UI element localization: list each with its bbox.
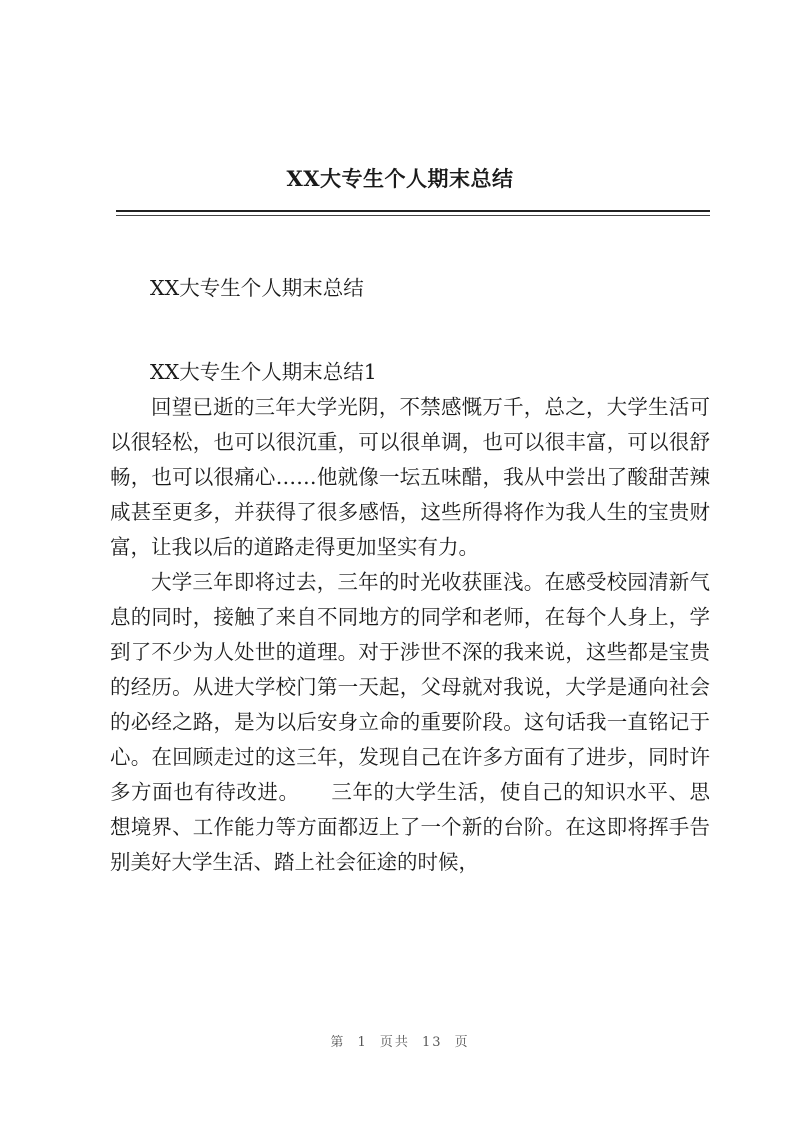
document-title: XX大专生个人期末总结 xyxy=(150,276,364,300)
section-title: XX大专生个人期末总结1 xyxy=(150,360,377,384)
page-header-title: XX大专生个人期末总结 xyxy=(286,166,514,191)
paragraph-2: 大学三年即将过去，三年的时光收获匪浅。在感受校园清新气息的同时，接触了来自不同地方的同学和老师，在每个人身上，学到了不少为人处世的道理。对于涉世不深的我来说，这些都是宝贵的经历。从进大学校门第一天起，父母就对我说，大学是通向社会的必经之路，是为以后安身立命的重要阶段。这句话我一直铭记于心。在回顾走过的这三年，发现自己在许多方面有了进步，同时许多方面也有待改进。 三年的大学生活，使自己的知识水平、思想境界、工作能力等方面都迈上了一个新的台阶。在这即将挥手告别美好大学生活、踏上社会征途的时候， xyxy=(110,570,710,874)
paragraph-1: 回望已逝的三年大学光阴，不禁感慨万千，总之，大学生活可以很轻松，也可以很沉重，可以很单调，也可以很丰富，可以很舒畅，也可以很痛心……他就像一坛五味醋，我从中尝出了酸甜苦辣咸甚至更多，并获得了很多感悟，这些所得将作为我人生的宝贵财富，让我以后的道路走得更加坚实有力。 xyxy=(110,395,710,559)
header-divider xyxy=(116,210,710,212)
page-number-footer: 第 1 页共 13 页 xyxy=(330,1035,470,1050)
header-divider-thin xyxy=(116,215,710,216)
document-body xyxy=(110,390,710,880)
